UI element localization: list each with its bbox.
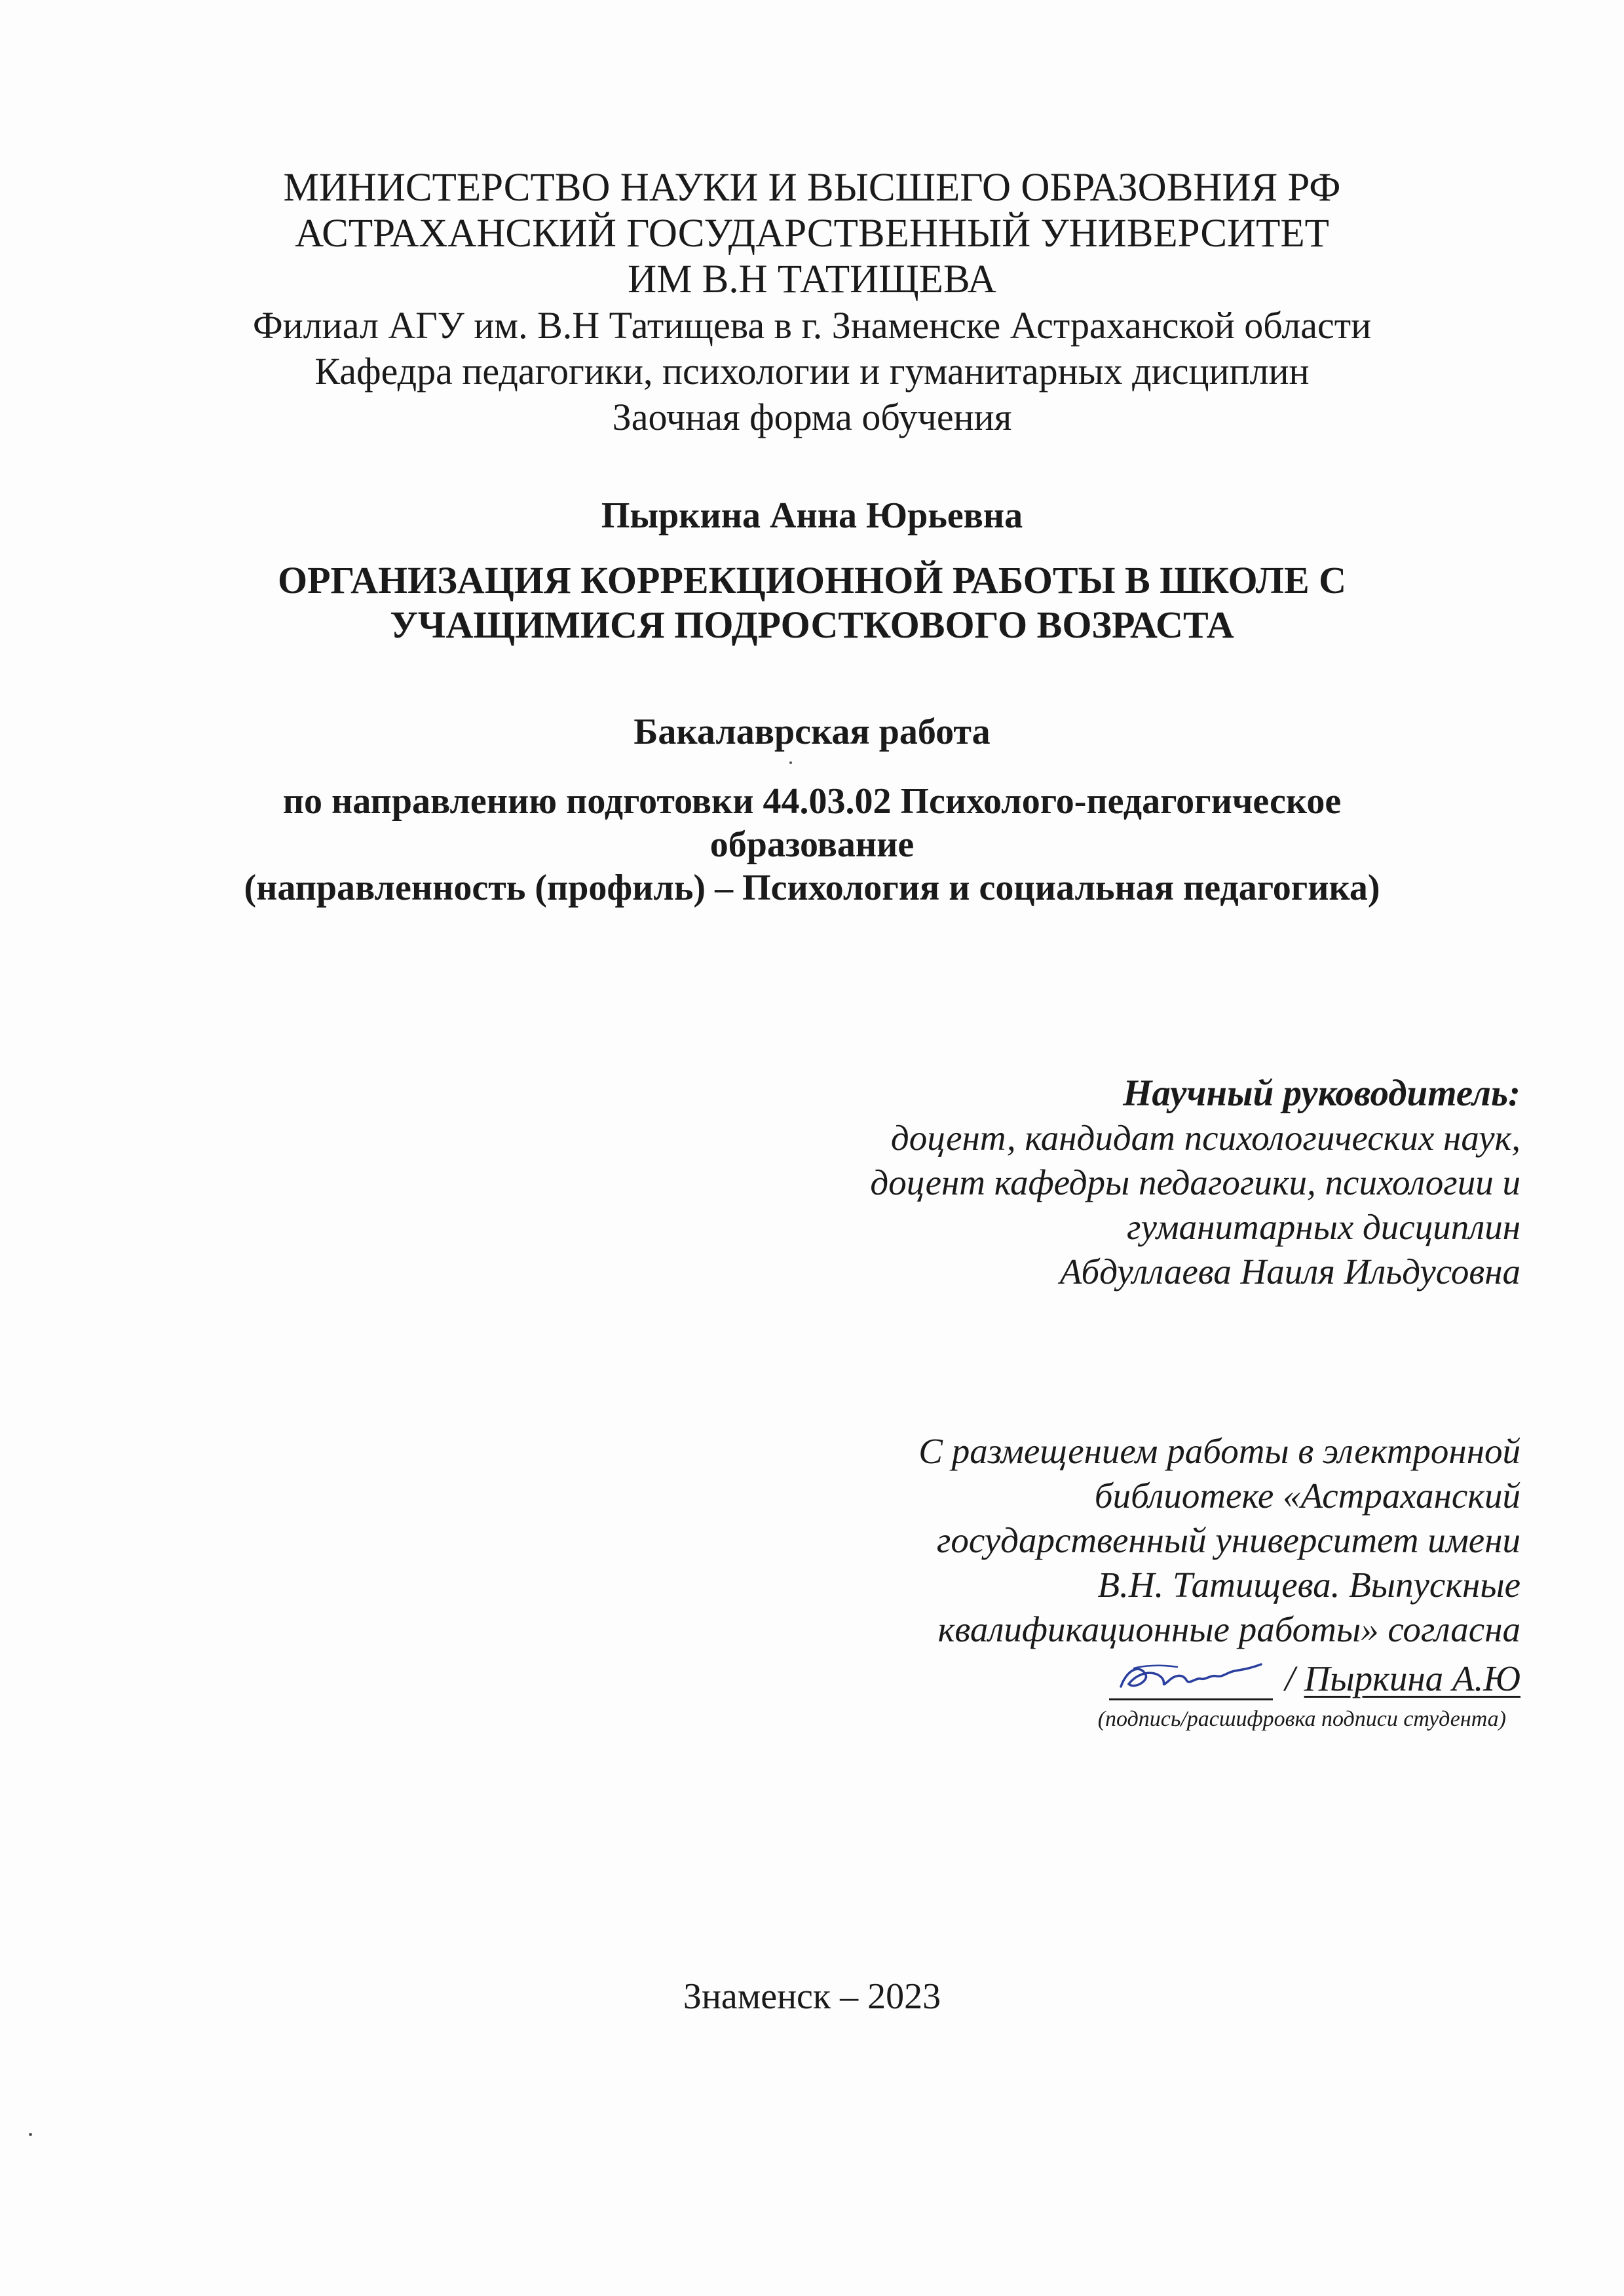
consent-line: В.Н. Татищева. Выпускные [1097, 1565, 1520, 1605]
consent-line: квалификационные работы» согласна [937, 1609, 1520, 1649]
student-name-decoding: Пыркина А.Ю [1304, 1658, 1520, 1698]
signature-row [1109, 1655, 1520, 1700]
supervisor-block [870, 1071, 1520, 1294]
ministry-line: МИНИСТЕРСТВО НАУКИ И ВЫСШЕГО ОБРАЗОВНИЯ РФ [283, 166, 1341, 210]
thesis-title-line: ОРГАНИЗАЦИЯ КОРРЕКЦИОННОЙ РАБОТЫ В ШКОЛЕ С [277, 559, 1347, 602]
direction-line: образование [709, 824, 915, 865]
consent-line: государственный университет имени [936, 1520, 1520, 1560]
department-line: Кафедра педагогики, психологии и гуманитарных дисциплин [314, 350, 1310, 392]
thesis-title-line: УЧАЩИМИСЯ ПОДРОСТКОВОГО ВОЗРАСТА [390, 603, 1234, 646]
direction-line: (направленность (профиль) – Психология и социальная педагогика) [244, 868, 1380, 908]
supervisor-name: Абдуллаева Наиля Ильдусовна [1059, 1252, 1520, 1292]
institution-header [0, 165, 1624, 440]
consent-line: С размещением работы в электронной [918, 1431, 1520, 1471]
consent-line: библиотеке «Астраханский [1094, 1476, 1520, 1516]
thesis-title [0, 558, 1624, 647]
supervisor-line: доцент, кандидат психологических наук, [890, 1118, 1520, 1158]
signature-separator: / [1285, 1658, 1295, 1698]
work-type: Бакалаврская работа [633, 712, 991, 752]
scan-speck [789, 761, 792, 764]
direction-line: по направлению подготовки 44.03.02 Психолого-педагогическое [282, 781, 1342, 822]
supervisor-heading: Научный руководитель: [1123, 1073, 1520, 1114]
signature-line [1109, 1659, 1273, 1700]
university-name-line: ИМ В.Н ТАТИЩЕВА [628, 258, 996, 301]
library-consent-block [918, 1429, 1520, 1652]
university-line: АСТРАХАНСКИЙ ГОСУДАРСТВЕННЫЙ УНИВЕРСИТЕТ [295, 212, 1329, 256]
supervisor-line: гуманитарных дисциплин [1127, 1207, 1520, 1247]
branch-line: Филиал АГУ им. В.Н Татищева в г. Знаменске Астраханской области [252, 304, 1372, 347]
study-form-line: Заочная форма обучения [612, 396, 1012, 438]
city-year: Знаменск – 2023 [683, 1976, 941, 2017]
handwritten-signature-icon [1114, 1655, 1272, 1701]
scan-speck [29, 2133, 32, 2136]
author-name: Пыркина Анна Юрьевна [601, 495, 1023, 536]
study-direction [0, 780, 1624, 909]
supervisor-line: доцент кафедры педагогики, психологии и [870, 1162, 1520, 1202]
signature-caption: (подпись/расшифровка подписи студента) [1097, 1707, 1506, 1731]
